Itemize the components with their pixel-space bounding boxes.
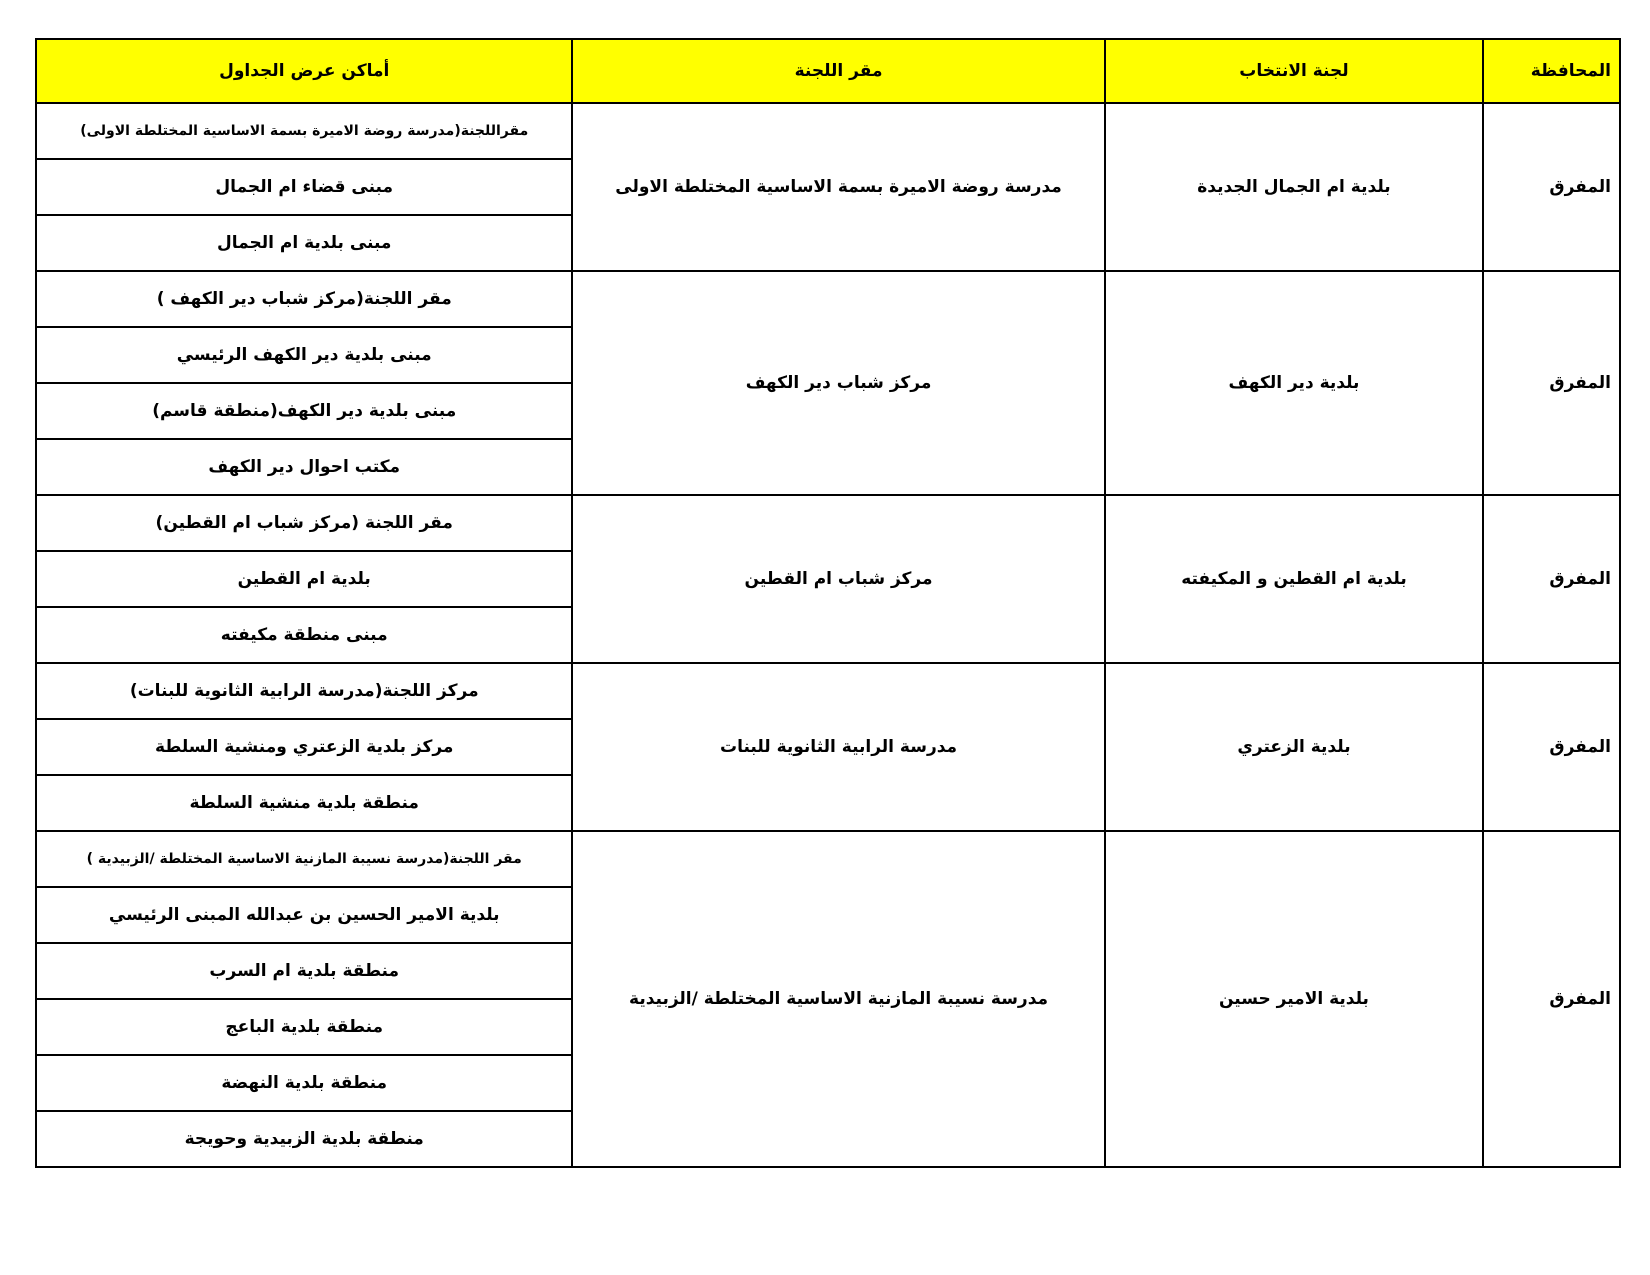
governorate-cell: المفرق: [1483, 831, 1620, 1167]
location-cell: مبنى بلدية دير الكهف(منطقة قاسم): [36, 383, 572, 439]
hq-cell: مدرسة الرابية الثانوية للبنات: [572, 663, 1104, 831]
header-locations: أماكن عرض الجداول: [36, 39, 572, 103]
table-row: [36, 831, 1620, 887]
location-cell: مقر اللجنة (مركز شباب ام القطين): [36, 495, 572, 551]
hq-cell: مركز شباب ام القطين: [572, 495, 1104, 663]
location-cell: مبنى بلدية ام الجمال: [36, 215, 572, 271]
committee-cell: بلدية ام الجمال الجديدة: [1105, 103, 1484, 271]
location-cell: بلدية ام القطين: [36, 551, 572, 607]
location-cell: مقر اللجنة(مركز شباب دير الكهف ): [36, 271, 572, 327]
location-cell: منطقة بلدية النهضة: [36, 1055, 572, 1111]
location-cell: مبنى منطقة مكيفته: [36, 607, 572, 663]
governorate-cell: المفرق: [1483, 495, 1620, 663]
location-cell: منطقة بلدية الزبيدية وحويجة: [36, 1111, 572, 1167]
table-row: [36, 495, 1620, 551]
governorate-cell: المفرق: [1483, 103, 1620, 271]
table-body: [36, 103, 1620, 1167]
header-hq: مقر اللجنة: [572, 39, 1104, 103]
committee-cell: بلدية الامير حسين: [1105, 831, 1484, 1167]
committee-cell: بلدية الزعتري: [1105, 663, 1484, 831]
hq-cell: مدرسة نسيبة المازنية الاساسية المختلطة /الزبيدية: [572, 831, 1104, 1167]
location-cell: بلدية الامير الحسين بن عبدالله المبنى الرئيسي: [36, 887, 572, 943]
header-governorate: المحافظة: [1483, 39, 1620, 103]
table-row: [36, 663, 1620, 719]
location-cell: مركز اللجنة(مدرسة الرابية الثانوية للبنات): [36, 663, 572, 719]
committee-cell: بلدية دير الكهف: [1105, 271, 1484, 495]
location-cell: مقراللجنة(مدرسة روضة الاميرة بسمة الاساسية المختلطة الاولى): [36, 103, 572, 159]
header-row: [36, 39, 1620, 103]
location-cell: منطقة بلدية ام السرب: [36, 943, 572, 999]
committee-cell: بلدية ام القطين و المكيفته: [1105, 495, 1484, 663]
location-cell: مبنى قضاء ام الجمال: [36, 159, 572, 215]
location-cell: مبنى بلدية دير الكهف الرئيسي: [36, 327, 572, 383]
election-committees-table: [35, 38, 1621, 1168]
governorate-cell: المفرق: [1483, 271, 1620, 495]
location-cell: منطقة بلدية الباعج: [36, 999, 572, 1055]
hq-cell: مركز شباب دير الكهف: [572, 271, 1104, 495]
location-cell: مقر اللجنة(مدرسة نسيبة المازنية الاساسية المختلطة /الزبيدية ): [36, 831, 572, 887]
header-committee: لجنة الانتخاب: [1105, 39, 1484, 103]
location-cell: منطقة بلدية منشية السلطة: [36, 775, 572, 831]
table-row: [36, 103, 1620, 159]
governorate-cell: المفرق: [1483, 663, 1620, 831]
location-cell: مكتب احوال دير الكهف: [36, 439, 572, 495]
table-row: [36, 271, 1620, 327]
location-cell: مركز بلدية الزعتري ومنشية السلطة: [36, 719, 572, 775]
hq-cell: مدرسة روضة الاميرة بسمة الاساسية المختلطة الاولى: [572, 103, 1104, 271]
